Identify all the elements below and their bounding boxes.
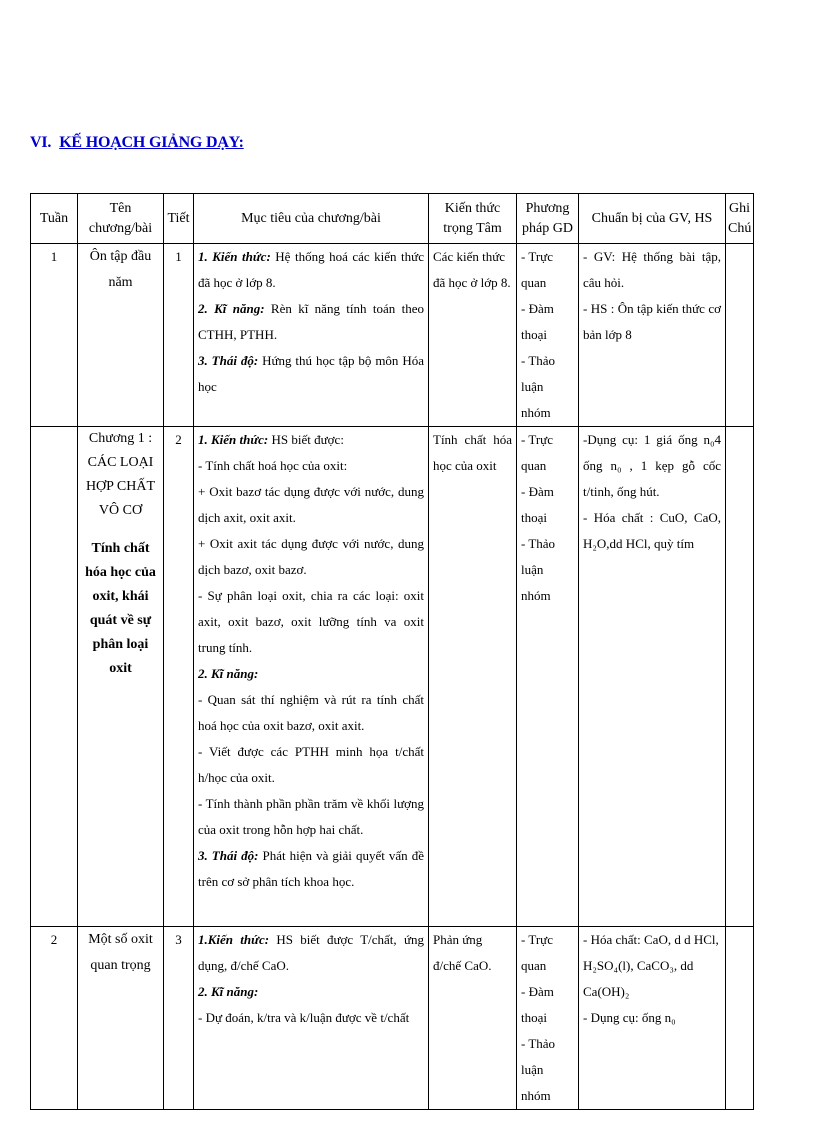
col-header-week: Tuần [31, 194, 78, 244]
prep-cell: - Hóa chất: CaO, d d HCl, H₂SO₄(l), CaCO₃, dd Ca(OH)₂ - Dụng cụ: ống n₀ [579, 927, 726, 1110]
col-header-note: Ghi Chú [726, 194, 754, 244]
col-header-goals: Mục tiêu của chương/bài [194, 194, 429, 244]
section-title: KẾ HOẠCH GIẢNG DẠY: [59, 134, 244, 151]
col-header-lesson: Tên chương/bài [78, 194, 164, 244]
goal-item: 2. Kĩ năng: Rèn kĩ năng tính toán theo CTHH, PTHH. [198, 301, 425, 342]
col-header-period: Tiết [164, 194, 194, 244]
note-cell [726, 927, 754, 1110]
table-row [31, 927, 754, 1110]
header-row [31, 194, 754, 244]
period-cell: 2 [164, 427, 194, 927]
prep-cell: -Dụng cụ: 1 giá ống n₀4 ống n₀ , 1 kẹp gỗ cốc t/tinh, ống hút. - Hóa chất : CuO, CaO, H₂O,dd HCl, quỳ tím [579, 427, 726, 927]
period-cell: 1 [164, 244, 194, 427]
goals-cell [194, 244, 429, 427]
week-cell: 1 [31, 244, 78, 427]
col-header-prep: Chuẩn bị của GV, HS [579, 194, 726, 244]
goal-item: 1.Kiến thức: HS biết được T/chất, ứng dụng, đ/chế CaO. [198, 932, 424, 973]
col-header-knowledge: Kiến thức trọng Tâm [429, 194, 517, 244]
goals-cell: 1. Kiến thức: HS biết được: - Tính chất hoá học của oxit: + Oxit bazơ tác dụng được với nước, dung dịch axit, oxit axit. + Oxit axit tác dụng được với nước, dung dịch bazơ, oxit bazơ. - Sự phân loại oxit, chia ra các loại: oxit axit, oxit bazơ, oxit lưỡng tính va oxit trung tính. 2. Kĩ năng: - Quan sát thí nghiệm và rút ra tính chất hoá học của oxit bazơ, oxit axit. - Viết được các PTHH minh họa t/chất h/học của oxit. - Tính thành phần phần trăm về khối lượng của oxit trong hỗn hợp hai chất. 3. Thái độ: Phát hiện và giải quyết vấn đề trên cơ sở phân tích khoa học. [194, 427, 429, 927]
lesson-cell: Một số oxit quan trọng [78, 927, 164, 1110]
goal-item: 3. Thái độ: Hứng thú học tập bộ môn Hóa học [198, 353, 424, 394]
section-number: VI. [30, 134, 52, 151]
lesson-cell: Ôn tập đầu năm [78, 244, 164, 427]
lesson-subtitle: Tính chất hóa học của oxit, khái quát về sự phân loại oxit [85, 541, 156, 676]
method-cell: - Trực quan - Đàm thoại - Thảo luận nhóm [517, 244, 579, 427]
goals-cell: 1.Kiến thức: HS biết được T/chất, ứng dụng, đ/chế CaO. 2. Kĩ năng: - Dự đoán, k/tra và k/luận được về t/chất [194, 927, 429, 1110]
lesson-cell [78, 427, 164, 927]
knowledge-cell: Tính chất hóa học của oxit [429, 427, 517, 927]
table-row [31, 244, 754, 427]
col-header-method: Phương pháp GD [517, 194, 579, 244]
table-row [31, 427, 754, 927]
goal-item: 1. Kiến thức: HS biết được: [198, 432, 344, 447]
goal-item: 3. Thái độ: Phát hiện và giải quyết vấn đề trên cơ sở phân tích khoa học. [198, 848, 424, 889]
period-cell: 3 [164, 927, 194, 1110]
knowledge-cell: Các kiến thức đã học ở lớp 8. [429, 244, 517, 427]
method-cell: - Trực quan - Đàm thoại - Thảo luận nhóm [517, 427, 579, 927]
week-cell [31, 427, 78, 927]
section-heading [30, 134, 244, 152]
knowledge-cell: Phản ứng đ/chế CaO. [429, 927, 517, 1110]
goal-item: 1. Kiến thức: Hệ thống hoá các kiến thức đã học ở lớp 8. [198, 249, 424, 290]
note-cell [726, 244, 754, 427]
prep-cell: - GV: Hệ thống bài tập, câu hỏi. - HS : Ôn tập kiến thức cơ bản lớp 8 [579, 244, 726, 427]
note-cell [726, 427, 754, 927]
method-cell: - Trực quan - Đàm thoại - Thảo luận nhóm [517, 927, 579, 1110]
teaching-plan-table [30, 193, 754, 1110]
chapter-title: Chương 1 : CÁC LOẠI HỢP CHẤT VÔ CƠ [85, 431, 156, 518]
week-cell: 2 [31, 927, 78, 1110]
